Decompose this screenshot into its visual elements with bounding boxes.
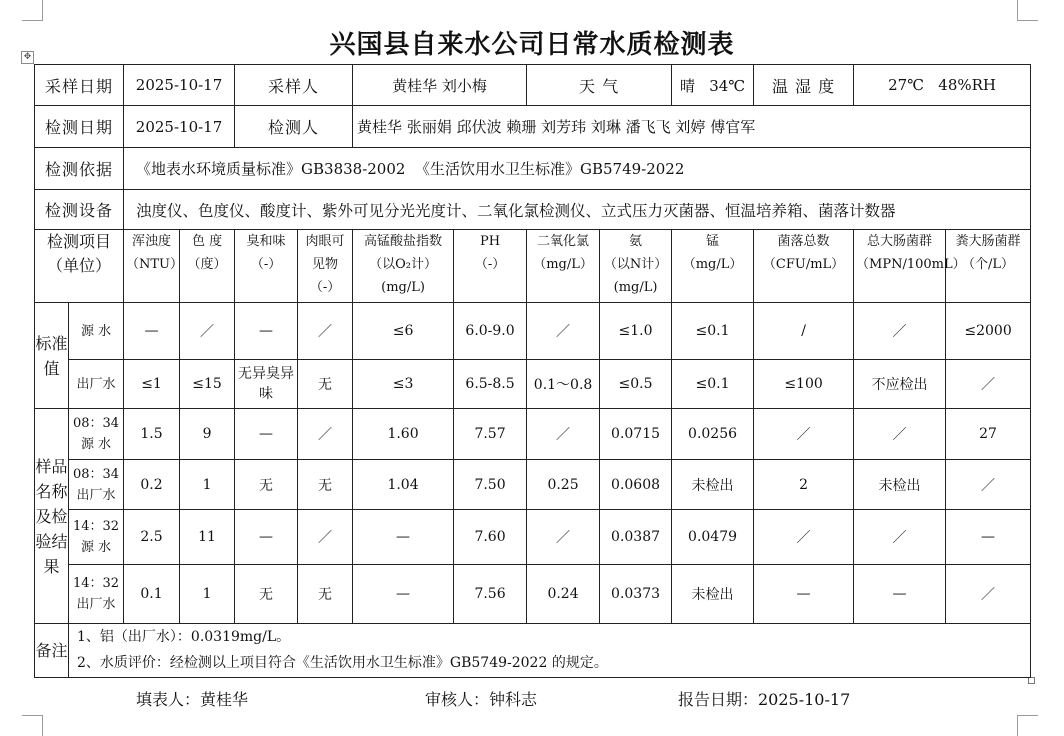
reviewer-signature: 审核人：钟科志 bbox=[425, 690, 538, 709]
col-header-chlorine-dioxide: 二氧化氯 （mg/L） bbox=[527, 230, 600, 303]
table-cell: 无异臭异味 bbox=[235, 360, 298, 409]
table-cell: 7.60 bbox=[454, 510, 527, 565]
table-cell: ／ bbox=[527, 409, 600, 460]
table-cell: 0.0387 bbox=[600, 510, 672, 565]
table-cell: ／ bbox=[298, 510, 353, 565]
equipment-value: 浊度仪、色度仪、酸度计、紫外可见分光光度计、二氧化氯检测仪、立式压力灭菌器、恒温培养箱、菌落计数器 bbox=[124, 190, 1031, 230]
table-cell: ≤1 bbox=[124, 360, 180, 409]
table-cell: 不应检出 bbox=[854, 360, 946, 409]
sampling-date-label: 采样日期 bbox=[35, 65, 124, 106]
table-cell: 0.0715 bbox=[600, 409, 672, 460]
test-date: 2025-10-17 bbox=[124, 106, 235, 148]
table-cell: 0.25 bbox=[527, 460, 600, 510]
table-cell: 无 bbox=[298, 360, 353, 409]
table-cell: ／ bbox=[298, 303, 353, 360]
report-date: 报告日期：2025-10-17 bbox=[678, 690, 851, 709]
standard-group-label: 标准值 bbox=[35, 303, 69, 409]
standard-row-name: 源 水 bbox=[69, 303, 124, 360]
note-line: 1、铝（出厂水）：0.0319mg/L。 bbox=[77, 629, 291, 645]
note-line: 2、水质评价：经检测以上项目符合《生活饮用水卫生标准》GB5749-2022 的规定。 bbox=[77, 655, 608, 671]
table-cell: 无 bbox=[235, 460, 298, 510]
col-header-ammonia: 氨 （以N计）(mg/L) bbox=[600, 230, 672, 303]
move-icon[interactable]: ✥ bbox=[21, 51, 34, 64]
table-cell: ／ bbox=[527, 510, 600, 565]
table-cell: 6.0-9.0 bbox=[454, 303, 527, 360]
table-cell: 11 bbox=[180, 510, 235, 565]
table-cell: 2 bbox=[754, 460, 854, 510]
table-cell: 0.0479 bbox=[672, 510, 754, 565]
table-cell: 0.0373 bbox=[600, 565, 672, 624]
table-cell: ≤1.0 bbox=[600, 303, 672, 360]
page-title: 兴国县自来水公司日常水质检测表 bbox=[329, 30, 735, 60]
table-cell: 1.60 bbox=[353, 409, 454, 460]
test-date-label: 检测日期 bbox=[35, 106, 124, 148]
table-resize-handle[interactable] bbox=[1028, 677, 1035, 684]
table-cell: 0.2 bbox=[124, 460, 180, 510]
sampler-label: 采样人 bbox=[235, 65, 353, 106]
table-cell: 1 bbox=[180, 565, 235, 624]
table-cell: ／ bbox=[754, 409, 854, 460]
standard-row-name: 出厂水 bbox=[69, 360, 124, 409]
table-cell: 2.5 bbox=[124, 510, 180, 565]
table-cell: — bbox=[353, 565, 454, 624]
page-corner-mark bbox=[22, 715, 43, 736]
table-cell: — bbox=[235, 510, 298, 565]
sampling-date: 2025-10-17 bbox=[124, 65, 235, 106]
page-corner-mark bbox=[1017, 0, 1038, 21]
notes-label: 备注 bbox=[35, 624, 69, 678]
table-cell: / bbox=[754, 303, 854, 360]
table-cell: 无 bbox=[235, 565, 298, 624]
table-cell: ≤0.1 bbox=[672, 303, 754, 360]
table-cell: — bbox=[235, 303, 298, 360]
table-cell: 1.5 bbox=[124, 409, 180, 460]
table-cell: — bbox=[124, 303, 180, 360]
humidity-value: 27℃ 48%RH bbox=[854, 65, 1031, 106]
table-cell: 9 bbox=[180, 409, 235, 460]
col-header-colony-count: 菌落总数 （CFU/mL） bbox=[754, 230, 854, 303]
table-cell: ／ bbox=[854, 303, 946, 360]
table-cell: — bbox=[854, 565, 946, 624]
table-cell: ≤2000 bbox=[946, 303, 1031, 360]
table-cell: ／ bbox=[854, 510, 946, 565]
table-cell: 未检出 bbox=[672, 460, 754, 510]
col-header-manganese: 锰 （mg/L） bbox=[672, 230, 754, 303]
table-cell: — bbox=[353, 510, 454, 565]
table-cell: ／ bbox=[298, 409, 353, 460]
table-cell: 1 bbox=[180, 460, 235, 510]
col-header-ph: PH （-） bbox=[454, 230, 527, 303]
table-cell: ／ bbox=[754, 510, 854, 565]
basis-label: 检测依据 bbox=[35, 148, 124, 190]
table-cell: ≤0.1 bbox=[672, 360, 754, 409]
table-cell: 0.0256 bbox=[672, 409, 754, 460]
table-cell: 6.5-8.5 bbox=[454, 360, 527, 409]
item-header: 检测项目（单位） bbox=[35, 230, 124, 303]
table-cell: ／ bbox=[854, 409, 946, 460]
table-cell: ／ bbox=[527, 303, 600, 360]
table-cell: ／ bbox=[946, 460, 1031, 510]
col-header-permanganate: 高锰酸盐指数 （以O₂计）(mg/L) bbox=[353, 230, 454, 303]
table-cell: — bbox=[946, 510, 1031, 565]
tester-names: 黄桂华 张丽娟 邱伏波 赖珊 刘芳玮 刘琳 潘飞飞 刘婷 傅官军 bbox=[353, 106, 1031, 148]
table-cell: ≤0.5 bbox=[600, 360, 672, 409]
table-cell: ≤100 bbox=[754, 360, 854, 409]
sample-row-name: 14：32 出厂水 bbox=[69, 565, 124, 624]
sample-row-name: 08：34 源 水 bbox=[69, 409, 124, 460]
table-cell: ≤6 bbox=[353, 303, 454, 360]
table-cell: 1.04 bbox=[353, 460, 454, 510]
table-cell: 0.1 bbox=[124, 565, 180, 624]
sampler-names: 黄桂华 刘小梅 bbox=[353, 65, 527, 106]
humidity-label: 温 湿 度 bbox=[754, 65, 854, 106]
weather-label: 天 气 bbox=[527, 65, 672, 106]
table-cell: ／ bbox=[180, 303, 235, 360]
page-corner-mark bbox=[22, 0, 43, 21]
equipment-label: 检测设备 bbox=[35, 190, 124, 230]
filler-signature: 填表人：黄桂华 bbox=[136, 690, 249, 709]
sample-group-label: 样品名称及检验结果 bbox=[35, 409, 69, 624]
table-cell: 7.56 bbox=[454, 565, 527, 624]
col-header-odor: 臭和味 （-） bbox=[235, 230, 298, 303]
col-header-color: 色 度 （度） bbox=[180, 230, 235, 303]
sample-row-name: 14：32 源 水 bbox=[69, 510, 124, 565]
page-corner-mark bbox=[1017, 715, 1038, 736]
table-cell: ≤3 bbox=[353, 360, 454, 409]
notes-content bbox=[69, 624, 1031, 678]
table-cell: ／ bbox=[946, 360, 1031, 409]
col-header-total-coliform: 总大肠菌群 （MPN/100mL） bbox=[854, 230, 946, 303]
table-cell: — bbox=[235, 409, 298, 460]
table-cell: 0.24 bbox=[527, 565, 600, 624]
table-cell: 0.1～0.8 bbox=[527, 360, 600, 409]
sample-row-name: 08：34 出厂水 bbox=[69, 460, 124, 510]
water-quality-table bbox=[34, 64, 1031, 678]
table-cell: 未检出 bbox=[854, 460, 946, 510]
basis-value: 《地表水环境质量标准》GB3838-2002 《生活饮用水卫生标准》GB5749-2022 bbox=[124, 148, 1031, 190]
table-cell: 7.57 bbox=[454, 409, 527, 460]
table-cell: 无 bbox=[298, 565, 353, 624]
table-cell: 未检出 bbox=[672, 565, 754, 624]
table-cell: 27 bbox=[946, 409, 1031, 460]
col-header-visible-matter: 肉眼可见物 （-） bbox=[298, 230, 353, 303]
col-header-turbidity: 浑浊度 （NTU） bbox=[124, 230, 180, 303]
table-cell: 0.0608 bbox=[600, 460, 672, 510]
weather-value: 晴 34℃ bbox=[672, 65, 754, 106]
table-cell: ／ bbox=[946, 565, 1031, 624]
table-cell: 无 bbox=[298, 460, 353, 510]
tester-label: 检测人 bbox=[235, 106, 353, 148]
table-cell: — bbox=[754, 565, 854, 624]
table-cell: ≤15 bbox=[180, 360, 235, 409]
col-header-fecal-coliform: 粪大肠菌群 （个/L） bbox=[946, 230, 1031, 303]
table-cell: 7.50 bbox=[454, 460, 527, 510]
